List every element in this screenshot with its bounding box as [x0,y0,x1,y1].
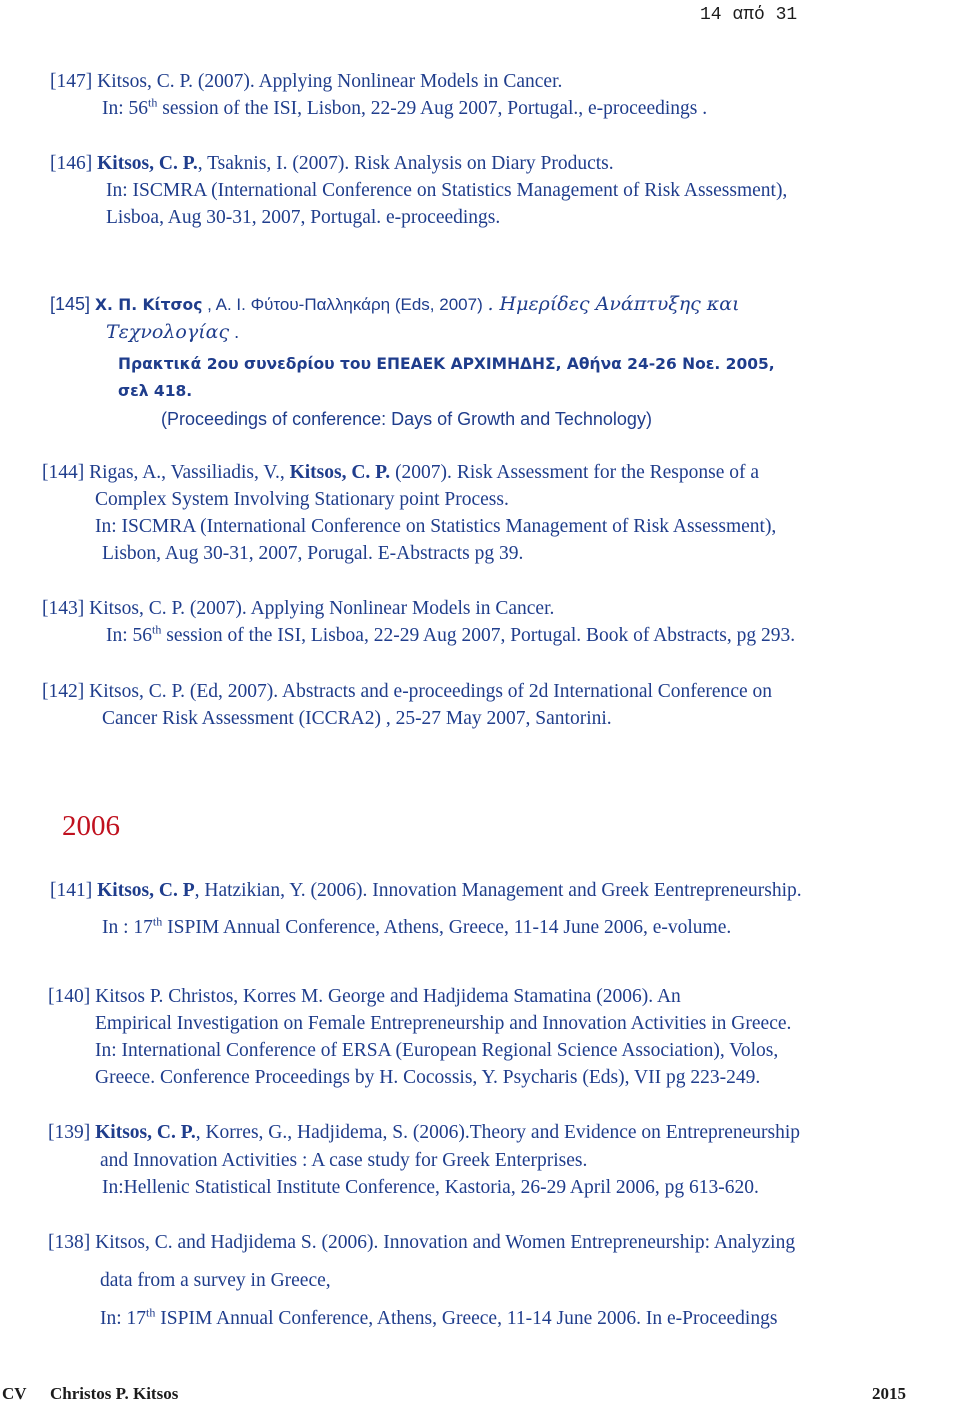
ref-139-author: Kitsos, C. P. [95,1122,196,1143]
ref-147-line-2 [102,95,708,120]
ref-145-line-2 [106,321,239,344]
ref-144-line-1 [42,462,759,484]
ref-138-sup: th [146,1305,156,1320]
ref-143-venue: In: 56 [106,625,153,646]
ref-138-venue: In: 17 [100,1308,147,1329]
ref-138-title: Innovation and Women Entrepreneurship: Analyzing [383,1232,796,1253]
ref-147-venue-rest: session of the ISI, Lisbon, 22-29 Aug 2007, Portugal., e-proceedings . [157,98,708,119]
ref-140-title: An [656,986,681,1007]
ref-142-citation: [142] Kitsos, C. P. (Ed, 2007). [42,681,282,702]
ref-141-venue-rest: ISPIM Annual Conference, Athens, Greece, 11-14 June 2006, e-volume. [162,917,732,938]
ref-143-title: Applying Nonlinear Models in Cancer. [250,598,555,619]
ref-140-line-4: Greece. Conference Proceedings by H. Cocossis, Y. Psycharis (Eds), VII pg 223-249. [95,1067,761,1088]
page-number: 14 από 31 [700,5,798,25]
ref-144-coauthors: Rigas, A., Vassiliadis, V., [89,462,290,483]
ref-145-line-5: (Proceedings of conference: Days of Growth and Technology) [161,409,652,429]
ref-144-title: Risk Assessment for the Response of a [456,462,760,483]
ref-141-coauthors: , Hatzikian, Y. (2006). [194,880,373,901]
ref-146-author: Kitsos, C. P. [97,153,198,174]
footer-author-name: Christos P. Kitsos [50,1384,179,1403]
ref-139-coauthors: , Korres, G., Hadjidema, S. (2006). [195,1122,470,1143]
ref-140-line-2: Empirical Investigation on Female Entrepreneurship and Innovation Activities in Greece. [95,1013,792,1034]
ref-143-line-2 [106,622,796,647]
ref-144-line-2: Complex System Involving Stationary point Process. [95,489,509,510]
ref-146-line-2: In: ISCMRA (International Conference on Statistics Management of Risk Assessment), [106,180,788,201]
ref-139-line-3: In:Hellenic Statistical Institute Conference, Kastoria, 26-29 April 2006, pg 613-620. [102,1177,759,1198]
ref-139-number: [139] [48,1122,96,1143]
ref-138-line-3 [100,1305,778,1330]
ref-145-author: Χ. Π. Κίτσος [95,296,203,314]
footer-cv-label: CV [2,1384,27,1403]
ref-141-line-1 [50,880,802,902]
ref-143-venue-rest: session of the ISI, Lisboa, 22-29 Aug 2007, Portugal. Book of Abstracts, pg 293. [161,625,796,646]
ref-143-sup: th [152,622,162,637]
ref-146-coauthors: , Tsaknis, I. (2007). [197,153,355,174]
ref-144-number: [144] [42,462,90,483]
ref-140-line-3: In: International Conference of ERSA (European Regional Science Association), Volos, [95,1040,779,1061]
ref-140-citation: [140] Kitsos P. Christos, Korres M. George and Hadjidema Stamatina (2006). [48,986,657,1007]
ref-142-line-2: Cancer Risk Assessment (ICCRA2) , 25-27 May 2007, Santorini. [102,708,612,729]
ref-141-venue: In : 17 [102,917,153,938]
ref-146-number: [146] [50,153,98,174]
ref-143-citation: [143] Kitsos, C. P. (2007). [42,598,251,619]
ref-146-line-3: Lisboa, Aug 30-31, 2007, Portugal. e-proceedings. [106,207,501,228]
ref-141-number: [141] [50,880,98,901]
ref-144-line-3: In: ISCMRA (International Conference on Statistics Management of Risk Assessment), [95,516,777,537]
ref-145-title-tail: . [229,322,240,342]
ref-142-line-1 [42,681,772,703]
ref-146-title: Risk Analysis on Diary Products. [354,153,614,174]
ref-143-line-1 [42,598,554,620]
ref-147-title: Applying Nonlinear Models in Cancer. [258,71,563,92]
section-year-heading: 2006 [62,810,120,842]
ref-145-title: . Ημερίδες Ανάπτυξης και [487,293,740,315]
ref-145-number: [145] [50,294,96,314]
ref-147-sup: th [148,95,158,110]
ref-145-line-3: Πρακτικά 2ου συνεδρίου του ΕΠΕΑΕΚ ΑΡΧΙΜΗΔΗΣ, Αθήνα 24-26 Νοε. 2005, [118,355,775,373]
ref-139-line-1 [48,1122,800,1144]
ref-138-venue-rest: ISPIM Annual Conference, Athens, Greece, 11-14 June 2006. In e-Proceedings [155,1308,778,1329]
ref-138-line-1 [48,1232,795,1254]
ref-144-year: (2007). [390,462,457,483]
ref-139-title: Theory and Evidence on Entrepreneurship [469,1122,801,1143]
ref-141-author: Kitsos, C. P [97,880,195,901]
ref-141-sup: th [152,914,163,929]
ref-140-line-1 [48,986,681,1008]
ref-147-citation: [147] Kitsos, C. P. (2007). [50,71,259,92]
ref-144-author: Kitsos, C. P. [289,462,391,483]
ref-142-title: Abstracts and e-proceedings of 2d International Conference on [281,681,773,702]
ref-147-venue: In: 56 [102,98,149,119]
ref-141-title: Innovation Management and Greek Eentrepreneurship. [372,880,802,901]
ref-145-editors: , Α. Ι. Φύτου-Παλληκάρη (Eds, 2007) [202,295,488,314]
ref-145-line-4: σελ 418. [118,382,193,400]
ref-138-line-2: data from a survey in Greece, [100,1270,331,1291]
ref-147-line-1 [50,71,562,93]
ref-145-line-1 [50,293,740,316]
ref-139-line-2: and Innovation Activities : A case study for Greek Enterprises. [100,1150,588,1171]
ref-138-citation: [138] Kitsos, C. and Hadjidema S. (2006). [48,1232,384,1253]
ref-141-line-2 [102,914,732,939]
ref-144-line-4: Lisbon, Aug 30-31, 2007, Porugal. E-Abstracts pg 39. [102,543,524,564]
ref-146-line-1 [50,153,614,175]
ref-145-title-cont: Τεχνολογίας [106,321,230,343]
footer-year: 2015 [872,1384,906,1403]
